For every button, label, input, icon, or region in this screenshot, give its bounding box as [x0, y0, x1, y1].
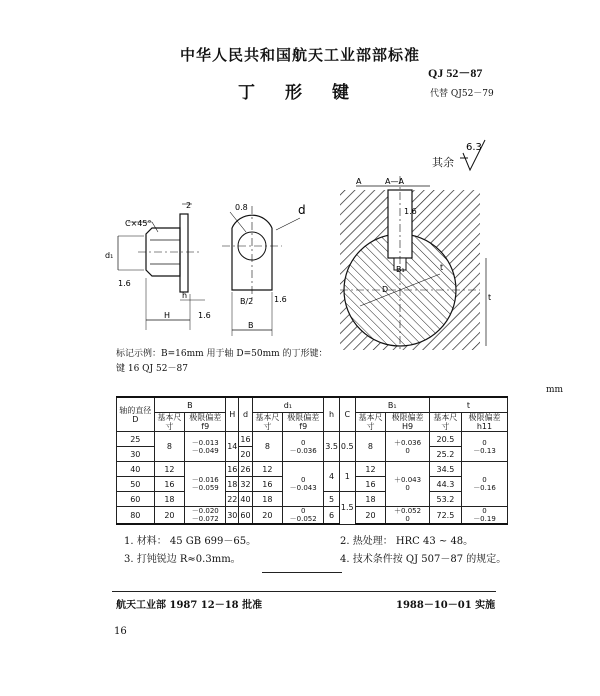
cell-h: 4: [324, 462, 340, 492]
dev-lower: －0.059: [191, 484, 219, 492]
dim-2-label: 2: [186, 201, 192, 210]
dev-lower: 0: [405, 484, 410, 492]
cell-t: 25.2: [429, 447, 461, 462]
unit-label: mm: [546, 385, 564, 395]
table-row: [117, 462, 508, 477]
cell-d1: 20: [252, 507, 283, 525]
roughness-value: 6.3: [466, 142, 482, 153]
cell-d: 20: [239, 447, 252, 462]
dev-upper: 0: [300, 507, 306, 515]
cell-d1: 8: [252, 432, 283, 462]
dev-lower: 0: [405, 446, 410, 455]
cell-C: 0.5: [339, 432, 355, 462]
cell-d: 32: [239, 477, 252, 492]
cell-H: 30: [226, 507, 239, 525]
dev-lower: －0.052: [289, 515, 317, 523]
dev-lower: －0.16: [473, 484, 496, 492]
dev-upper: ＋0.036: [394, 438, 422, 447]
cell-t-dev: [461, 432, 507, 462]
cell-B-dev: [185, 462, 226, 507]
chamfer-label: C×45°: [125, 219, 152, 228]
dim-d1-label: d₁: [105, 251, 114, 260]
page-number: 16: [114, 626, 127, 637]
dev-upper: －0.020: [191, 507, 219, 515]
rough-16-label: 1.6: [118, 279, 131, 288]
rough-16d-label: 1.6: [404, 207, 417, 216]
cell-t-dev: [461, 462, 507, 507]
divider: [262, 572, 342, 573]
th-d1-dev: 极限偏差 f9: [283, 413, 324, 432]
th-B-basic: 基本尺寸: [154, 413, 185, 432]
dim-B-label: B: [248, 321, 254, 330]
dev-upper: －0.013: [191, 438, 219, 447]
section-a-label: A: [356, 177, 362, 186]
cell-d1: 12: [252, 462, 283, 477]
cell-d1-dev: [283, 432, 324, 462]
th-B1: B₁: [355, 397, 429, 413]
note-heat-treatment: 2. 热处理： HRC 43 ~ 48。: [340, 536, 474, 547]
dev-lower: 0: [405, 515, 410, 523]
dev-upper: ＋0.043: [394, 476, 422, 484]
dev-lower: －0.13: [473, 446, 496, 455]
note-material: 1. 材料： 45 GB 699－65。: [124, 536, 257, 547]
roughness-symbol: [460, 140, 485, 170]
dim-d-label: d: [298, 203, 306, 217]
rough-08-label: 0.8: [235, 203, 248, 212]
dev-lower: －0.19: [473, 515, 496, 523]
dev-upper: 0: [482, 476, 487, 484]
th-B: B: [154, 397, 226, 413]
cell-C: 1: [339, 462, 355, 492]
cell-B1: 12: [355, 462, 386, 477]
example-line-1: 标记示例：B=16mm 用于轴 D=50mm 的丁形键：: [116, 349, 328, 359]
roughness-rest-label: 其余: [432, 156, 454, 169]
cell-d1: 18: [252, 492, 283, 507]
cell-t: 34.5: [429, 462, 461, 477]
th-B1-basic: 基本尺寸: [355, 413, 386, 432]
cell-H: 14: [226, 432, 239, 462]
dev-upper: －0.016: [191, 476, 219, 484]
dev-upper: 0: [482, 438, 487, 447]
dim-B2-label: B/2: [240, 297, 254, 306]
cell-d: 60: [239, 507, 252, 525]
rough-16c-label: 1.6: [274, 295, 287, 304]
dim-h-label: h: [182, 291, 188, 300]
cell-B: 20: [154, 507, 185, 525]
cell-t: 20.5: [429, 432, 461, 447]
th-B-dev: 极限偏差 f9: [185, 413, 226, 432]
th-h: h: [324, 397, 340, 432]
rough-16b-label: 1.6: [198, 311, 211, 320]
cell-h: 6: [324, 507, 340, 525]
cell-D: 60: [117, 492, 155, 507]
cell-B1: 16: [355, 477, 386, 492]
th-t-dev: 极限偏差 h11: [461, 413, 507, 432]
cell-B: 12: [154, 462, 185, 477]
cell-H: 18: [226, 477, 239, 492]
dev-lower: －0.043: [289, 484, 317, 492]
dim-H-label: H: [164, 311, 171, 320]
section-t-label: t: [440, 263, 444, 272]
section-t2-label: t: [488, 293, 492, 302]
dev-lower: －0.049: [191, 446, 219, 455]
cell-h: 3.5: [324, 432, 340, 462]
th-t-basic: 基本尺寸: [429, 413, 461, 432]
cell-H: 22: [226, 492, 239, 507]
cell-B1: 20: [355, 507, 386, 525]
cell-d1: 16: [252, 477, 283, 492]
cell-B-dev: [185, 507, 226, 525]
note-edge-break: 3. 打钝锐边 R≈0.3mm。: [124, 554, 241, 565]
cell-B1-dev: [386, 507, 430, 525]
cell-d: 16: [239, 432, 252, 447]
cell-d: 40: [239, 492, 252, 507]
section-d-label: D: [382, 285, 389, 294]
implementation-date: 1988－10－01 实施: [396, 600, 496, 611]
approval-info: 航天工业部 1987 12－18 批准: [116, 600, 263, 611]
th-C: C: [339, 397, 355, 432]
dev-lower: －0.072: [191, 515, 219, 523]
th-d1-basic: 基本尺寸: [252, 413, 283, 432]
cell-B1: 8: [355, 432, 386, 462]
cell-B1-dev: [386, 462, 430, 507]
cell-D: 40: [117, 462, 155, 477]
cell-h: 5: [324, 492, 340, 507]
cell-B1: 18: [355, 492, 386, 507]
table-row: [117, 432, 508, 447]
dev-upper: ＋0.052: [394, 507, 422, 515]
cell-t: 53.2: [429, 492, 461, 507]
table-row: [117, 507, 508, 525]
th-shaft-diameter: 轴的直径 D: [117, 397, 155, 432]
dev-upper: 0: [300, 476, 306, 484]
cell-D: 50: [117, 477, 155, 492]
cell-t: 44.3: [429, 477, 461, 492]
front-view: [222, 206, 300, 336]
th-d: d: [239, 397, 252, 432]
cell-t: 72.5: [429, 507, 461, 525]
cell-d: 26: [239, 462, 252, 477]
example-line-2: 键 16 QJ 52－87: [116, 364, 188, 374]
section-view: [340, 176, 486, 350]
dev-upper: 0: [300, 438, 306, 447]
standard-number: QJ 52－87: [428, 66, 483, 80]
replaces-note: 代替 QJ52－79: [430, 89, 494, 99]
footer-rule: [112, 591, 496, 592]
cell-d1-dev: [283, 462, 324, 507]
cell-B: 8: [154, 432, 185, 462]
cell-t-dev: [461, 507, 507, 525]
cell-C: 1.5: [339, 492, 355, 525]
cell-D: 25: [117, 432, 155, 447]
standard-title: 中华人民共和国航天工业部部标准: [179, 46, 420, 64]
note-technical-conditions: 4. 技术条件按 QJ 507－87 的规定。: [340, 554, 507, 565]
cell-D: 30: [117, 447, 155, 462]
cell-B: 16: [154, 477, 185, 492]
cell-H: 16: [226, 462, 239, 477]
cell-d1-dev: [283, 507, 324, 525]
section-b1-label: B₁: [396, 265, 405, 274]
th-d1: d₁: [252, 397, 324, 413]
cell-B-dev: [185, 432, 226, 462]
spec-table: [116, 396, 508, 525]
cell-B: 18: [154, 492, 185, 507]
section-label: A—A: [385, 177, 404, 186]
dev-upper: 0: [482, 507, 487, 515]
cell-B1-dev: [386, 432, 430, 462]
part-name: 丁形键: [238, 83, 379, 103]
cell-D: 80: [117, 507, 155, 525]
dev-lower: －0.036: [289, 446, 317, 455]
marking-example: [116, 347, 376, 377]
th-t: t: [429, 397, 507, 413]
th-H: H: [226, 397, 239, 432]
th-B1-dev: 极限偏差 H9: [386, 413, 430, 432]
